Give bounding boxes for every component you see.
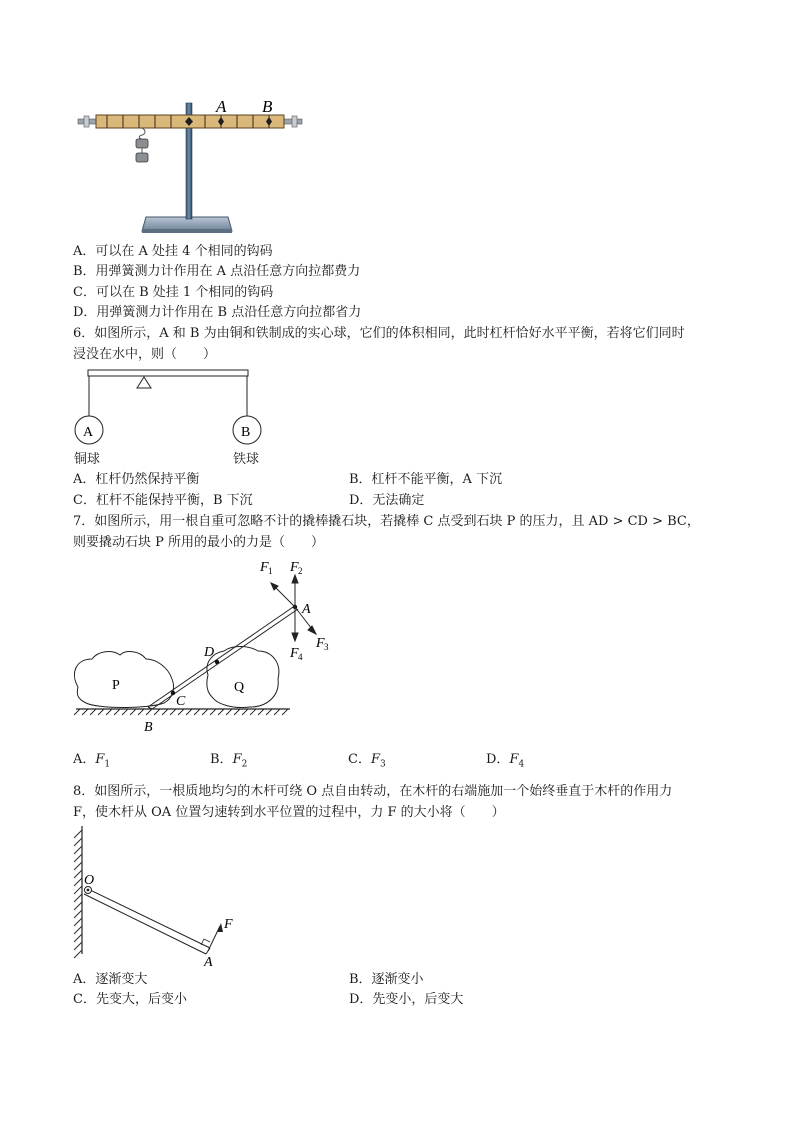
q6-stem-line2: 浸没在水中，则（ ） xyxy=(73,347,217,362)
q7-option-a-sym: F xyxy=(95,752,105,767)
q7-option-d[interactable] xyxy=(486,750,524,775)
f3-label: F xyxy=(316,636,325,651)
q7-option-c[interactable] xyxy=(348,750,386,775)
point-a8-label: A xyxy=(204,955,213,970)
q7-stem-line1: 7．如图所示，用一根自重可忽略不计的撬棒撬石块，若撬棒 C 点受到石块 P 的压力，且 AD > CD > BC， xyxy=(73,514,700,529)
q7-option-d-sub: 4 xyxy=(518,759,525,770)
point-c-label: C xyxy=(176,694,186,709)
q7-option-d-sym: F xyxy=(509,752,519,767)
q5-option-a[interactable]: A．可以在 A 处挂 4 个相同的钩码 xyxy=(73,244,273,259)
q7-option-c-sym: F xyxy=(370,752,380,767)
q7-option-c-prefix: C． xyxy=(348,752,371,767)
q8-stem-line2: F，使木杆从 OA 位置匀速转到水平位置的过程中，力 F 的大小将（ ） xyxy=(73,805,505,820)
f4-sub: 4 xyxy=(298,652,303,662)
fig5-label-b: B xyxy=(262,97,273,116)
q8-stem-line1: 8．如图所示，一根质地均匀的木杆可绕 O 点自由转动，在木杆的右端施加一个始终垂直于木杆的作用力 xyxy=(73,784,673,799)
point-a-label: A xyxy=(302,602,311,617)
q7-option-b-sub: 2 xyxy=(241,759,248,770)
q8-option-c[interactable]: C．先变大，后变小 xyxy=(73,992,187,1007)
q6-option-b[interactable]: B．杠杆不能平衡，A 下沉 xyxy=(349,472,503,487)
q7-option-b-sym: F xyxy=(232,752,242,767)
q5-option-d[interactable]: D．用弹簧测力计作用在 B 点沿任意方向拉都省力 xyxy=(73,305,362,320)
f1-label: F xyxy=(260,560,269,575)
q7-option-a-sub: 1 xyxy=(104,759,111,770)
iron-ball-label: 铁球 xyxy=(233,452,260,467)
ball-a-label: A xyxy=(83,425,94,440)
ball-b-label: B xyxy=(241,425,251,440)
q6-option-d[interactable]: D．无法确定 xyxy=(349,493,425,508)
q7-option-b-prefix: B． xyxy=(210,752,233,767)
q5-option-b[interactable]: B．用弹簧测力计作用在 A 点沿任意方向拉都费力 xyxy=(73,264,361,279)
rock-q-label: Q xyxy=(234,680,245,695)
q7-option-d-prefix: D． xyxy=(486,752,510,767)
q7-option-a[interactable] xyxy=(73,750,110,775)
f1-sub: 1 xyxy=(268,566,273,576)
q7-stem-line2: 则要撬动石块 P 所用的最小的力是（ ） xyxy=(73,535,325,550)
q8-option-d[interactable]: D．先变小，后变大 xyxy=(349,992,464,1007)
crowbar-figure xyxy=(68,555,329,735)
q7-option-a-prefix: A． xyxy=(73,752,96,767)
force-f-label: F xyxy=(224,917,233,932)
fig5-label-a: A xyxy=(216,97,227,116)
point-o-label: O xyxy=(84,873,95,888)
q7-option-b[interactable] xyxy=(210,750,247,775)
point-d-label: D xyxy=(204,645,215,660)
f2-label: F xyxy=(290,560,299,575)
f4-label: F xyxy=(290,646,299,661)
copper-ball-label: 铜球 xyxy=(74,452,101,467)
q7-option-c-sub: 3 xyxy=(379,759,386,770)
rotating-rod-figure xyxy=(68,826,258,968)
q6-stem-line1: 6．如图所示，A 和 B 为由铜和铁制成的实心球，它们的体积相同，此时杠杆恰好水平平衡，若将它们同时 xyxy=(73,326,685,341)
q6-option-c[interactable]: C．杠杆不能保持平衡，B 下沉 xyxy=(73,493,253,508)
rock-p-label: P xyxy=(112,678,120,693)
q5-option-c[interactable]: C．可以在 B 处挂 1 个相同的钩码 xyxy=(73,285,274,300)
q8-option-a[interactable]: A．逐渐变大 xyxy=(73,972,148,987)
point-b-label: B xyxy=(144,720,153,735)
q6-option-a[interactable]: A．杠杆仍然保持平衡 xyxy=(73,472,200,487)
q8-option-b[interactable]: B．逐渐变小 xyxy=(349,972,424,987)
f2-sub: 2 xyxy=(298,566,303,576)
lever-stand-figure xyxy=(70,95,310,237)
f3-sub: 3 xyxy=(324,642,329,652)
